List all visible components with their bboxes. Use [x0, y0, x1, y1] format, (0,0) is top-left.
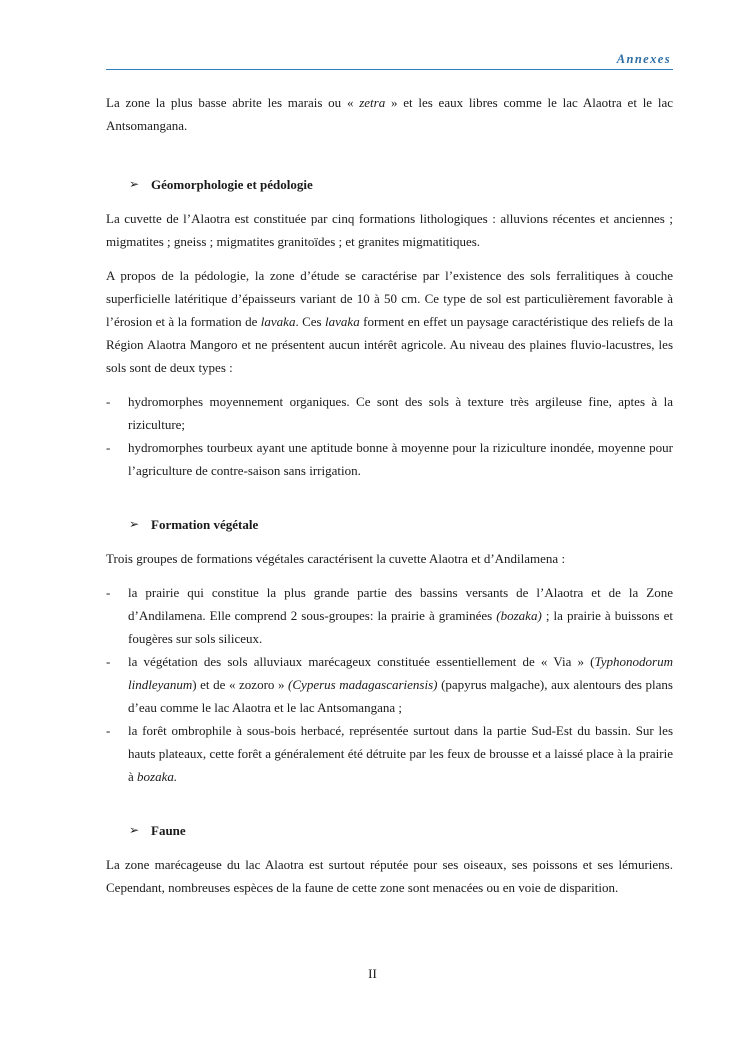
- soil-types-list: [106, 390, 673, 482]
- page-number: II: [368, 966, 377, 981]
- arrow-bullet-icon: ➢: [129, 823, 140, 837]
- intro-paragraph: La zone la plus basse abrite les marais ou « zetra » et les eaux libres comme le lac Alaotra et le lac Antsomangana.: [106, 95, 673, 133]
- vegetale-paragraph-1: Trois groupes de formations végétales caractérisent la cuvette Alaotra et d’Andilamena :: [106, 551, 566, 566]
- page-header: [106, 50, 673, 70]
- vegetation-list: [106, 581, 673, 788]
- arrow-bullet-icon: ➢: [129, 177, 140, 191]
- arrow-bullet-icon: ➢: [129, 517, 140, 531]
- document-body: [106, 91, 673, 899]
- section-heading-geomorphologie: ➢ Géomorphologie et pédologie: [106, 173, 673, 196]
- list-item: - la forêt ombrophile à sous-bois herbacé, représentée surtout dans la partie Sud-Est du bassin. Sur les hauts plateaux, cette forêt a généralement été détruite par les feux de brousse et a laissé place à la prairie à bozaka.: [106, 723, 673, 784]
- section-heading-formation-vegetale: ➢ Formation végétale: [106, 513, 673, 536]
- list-item: - la végétation des sols alluviaux marécageux constituée essentiellement de « Via » (Typhonodorum lindleyanum) et de « zozoro » (Cyperus madagascariensis) (papyrus malgache), aux alentours des plans d’eau comme le lac Alaotra et le lac Antsomangana ;: [106, 654, 673, 715]
- section-heading-faune: ➢ Faune: [106, 819, 673, 842]
- geomorpho-paragraph-2: A propos de la pédologie, la zone d’étude se caractérise par l’existence des sols ferralitiques à couche superficielle latéritique d’épaisseurs variant de 10 à 50 cm. Ce type de sol est particulièrement favorable à l’érosion et à la formation de lavaka. Ces lavaka forment en effet un paysage caractéristique des reliefs de la Région Alaotra Mangoro et ne présentent aucun intérêt agricole. Au niveau des plaines fluvio-lacustres, les sols sont de deux types :: [106, 268, 673, 375]
- list-item: - la prairie qui constitue la plus grande partie des bassins versants de l’Alaotra et de la Zone d’Andilamena. Elle comprend 2 sous-groupes: la prairie à graminées (bozaka) ; la prairie à buissons et fougères sur sols siliceux.: [106, 585, 673, 646]
- list-item: - hydromorphes tourbeux ayant une aptitude bonne à moyenne pour la riziculture inondée, moyenne pour l’agriculture de contre-saison sans irrigation.: [106, 440, 673, 478]
- list-item: - hydromorphes moyennement organiques. Ce sont des sols à texture très argileuse fine, aptes à la riziculture;: [106, 394, 673, 432]
- geomorpho-paragraph-1: La cuvette de l’Alaotra est constituée par cinq formations lithologiques : alluvions récentes et anciennes ; migmatites ; gneiss ; migmatites granitoïdes ; et granites migmatitiques.: [106, 211, 673, 249]
- faune-paragraph-1: La zone marécageuse du lac Alaotra est surtout réputée pour ses oiseaux, ses poissons et ses lémuriens. Cependant, nombreuses espèces de la faune de cette zone sont menacées ou en voie de disparition.: [106, 857, 673, 895]
- header-title: Annexes: [616, 52, 671, 66]
